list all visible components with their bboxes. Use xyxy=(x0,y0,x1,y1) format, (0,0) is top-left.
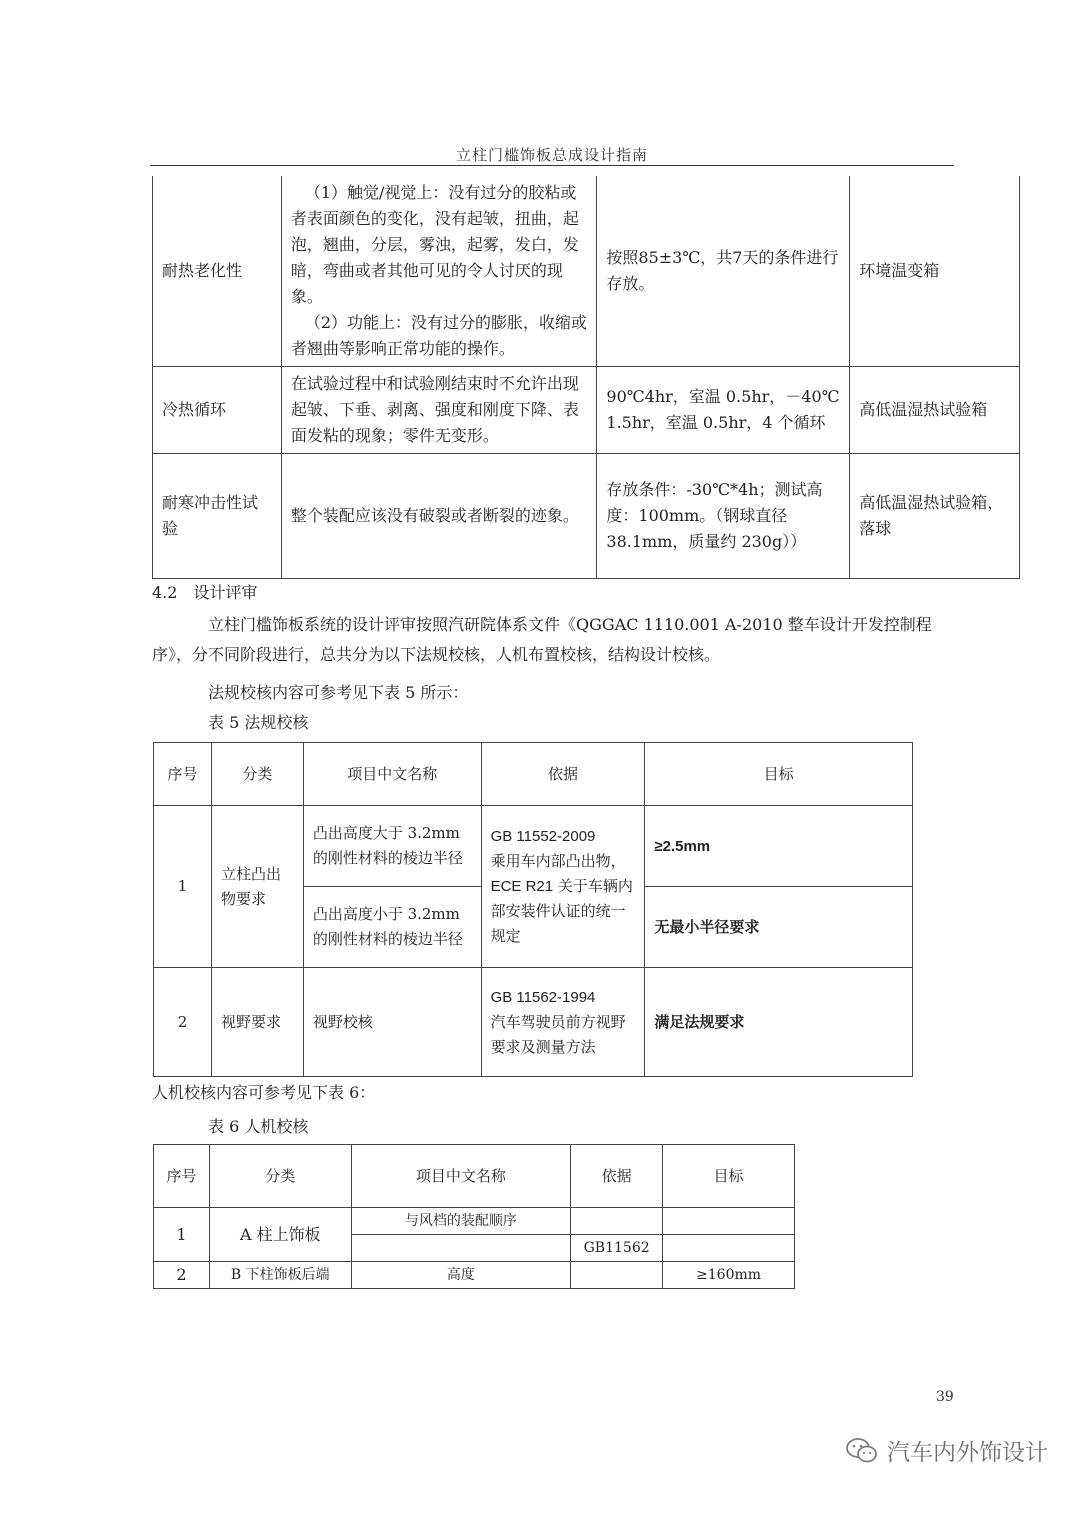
watermark xyxy=(845,1434,1048,1467)
col-header: 项目中文名称 xyxy=(351,1145,571,1208)
test-equipment: 环境温变箱 xyxy=(850,176,1020,367)
basis-line xyxy=(491,874,636,949)
table-row xyxy=(154,1208,795,1235)
row-item: 与风档的装配顺序 xyxy=(351,1208,571,1235)
page-number: 39 xyxy=(936,1389,954,1405)
col-header: 分类 xyxy=(211,743,303,806)
row-number: 1 xyxy=(154,1208,210,1262)
row-item: 凸出高度大于 3.2mm 的刚性材料的棱边半径 xyxy=(303,806,481,887)
basis-text: 乘用车内部凸出物， xyxy=(490,852,626,870)
basis-standard: ECE R21 xyxy=(490,878,554,895)
test-requirement xyxy=(281,454,597,579)
basis-standard: GB 11552-2009 xyxy=(490,828,596,845)
test-item: 耐热老化性 xyxy=(153,176,282,367)
wechat-icon xyxy=(845,1436,879,1466)
row-target xyxy=(663,1235,795,1262)
row-number: 2 xyxy=(154,1262,210,1289)
row-target: 无最小半径要求 xyxy=(645,887,913,968)
row-basis xyxy=(481,968,645,1077)
test-item: 冷热循环 xyxy=(153,367,282,454)
table-row xyxy=(154,1262,795,1289)
row-item xyxy=(351,1235,571,1262)
page-header-title: 立柱门槛饰板总成设计指南 xyxy=(455,146,648,164)
watermark-text: 汽车内外饰设计 xyxy=(887,1440,1048,1466)
regulation-table xyxy=(153,742,913,1077)
row-item: 凸出高度小于 3.2mm 的刚性材料的棱边半径 xyxy=(303,887,481,968)
test-item: 耐寒冲击性试验 xyxy=(153,454,282,579)
row-basis xyxy=(571,1208,663,1235)
row-category: B 下柱饰板后端 xyxy=(209,1262,351,1289)
ergonomics-table xyxy=(153,1144,795,1289)
col-header: 项目中文名称 xyxy=(303,743,481,806)
basis-standard: GB 11562-1994 xyxy=(490,988,596,1006)
basis-text: 汽车驾驶员前方视野要求及测量方法 xyxy=(490,1012,626,1056)
test-equipment: 高低温湿热试验箱，落球 xyxy=(850,454,1020,579)
col-header: 依据 xyxy=(571,1145,663,1208)
col-header: 目标 xyxy=(663,1145,795,1208)
row-target xyxy=(663,1208,795,1235)
paragraph-design-review: 立柱门槛饰板系统的设计评审按照汽研院体系文件《QGGAC 1110.001 A-2010 整车设计开发控制程序》，分不同阶段进行，总共分为以下法规校核，人机布置校核，结构设计校核。 xyxy=(152,615,932,664)
table-header-row xyxy=(154,743,913,806)
row-basis: GB11562 xyxy=(571,1235,663,1262)
table-header-row xyxy=(154,1145,795,1208)
row-basis xyxy=(481,806,645,968)
col-header: 依据 xyxy=(481,743,645,806)
row-item: 高度 xyxy=(351,1262,571,1289)
header-rule xyxy=(150,165,954,166)
row-category: 视野要求 xyxy=(211,968,303,1077)
row-basis xyxy=(571,1262,663,1289)
row-item: 视野校核 xyxy=(303,968,481,1077)
row-number: 1 xyxy=(154,806,212,968)
col-header: 目标 xyxy=(645,743,913,806)
table6-caption: 表 6 人机校核 xyxy=(208,1117,309,1136)
col-header: 分类 xyxy=(209,1145,351,1208)
basis-text: 关于车辆内部安装件认证的统一规定 xyxy=(490,877,633,945)
test-requirement xyxy=(281,176,597,367)
row-target: 满足法规要求 xyxy=(645,968,913,1077)
table-row xyxy=(153,454,1020,579)
row-category: 立柱凸出物要求 xyxy=(211,806,303,968)
test-requirement xyxy=(281,367,597,454)
table-row xyxy=(153,176,1020,367)
table-row xyxy=(154,806,913,887)
test-equipment: 高低温湿热试验箱 xyxy=(850,367,1020,454)
test-condition: 按照85±3℃，共7天的条件进行存放。 xyxy=(597,176,850,367)
section-title: 4.2 设计评审 xyxy=(152,583,258,602)
requirement-line: （2）功能上：没有过分的膨胀，收缩或者翘曲等影响正常功能的操作。 xyxy=(290,313,588,358)
table-row xyxy=(154,968,913,1077)
paragraph-table6-intro: 人机校核内容可参考见下表 6： xyxy=(152,1083,376,1102)
paragraph-table5-intro: 法规校核内容可参考见下表 5 所示： xyxy=(208,683,469,702)
table5-caption: 表 5 法规校核 xyxy=(208,713,309,732)
test-table xyxy=(152,176,1020,579)
requirement-line: 在试验过程中和试验刚结束时不允许出现起皱、下垂、剥离、强度和刚度下降、表面发粘的现象；零件无变形。 xyxy=(290,374,579,445)
row-target: ≥160mm xyxy=(663,1262,795,1289)
col-header: 序号 xyxy=(154,1145,210,1208)
test-condition: 90℃4hr，室温 0.5hr，－40℃ 1.5hr，室温 0.5hr，4 个循环 xyxy=(597,367,850,454)
row-category: A 柱上饰板 xyxy=(209,1208,351,1262)
requirement-line: （1）触觉/视觉上：没有过分的胶粘或者表面颜色的变化，没有起皱，扭曲，起泡，翘曲，分层，雾浊，起雾，发白，发暗，弯曲或者其他可见的令人讨厌的现象。 xyxy=(290,183,579,306)
table-row xyxy=(153,367,1020,454)
row-number: 2 xyxy=(154,968,212,1077)
col-header: 序号 xyxy=(154,743,212,806)
test-condition: 存放条件：-30℃*4h；测试高度：100mm。（钢球直径 38.1mm，质量约 230g）） xyxy=(597,454,850,579)
requirement-line: 整个装配应该没有破裂或者断裂的迹象。 xyxy=(290,506,579,525)
row-target: ≥2.5mm xyxy=(645,806,913,887)
